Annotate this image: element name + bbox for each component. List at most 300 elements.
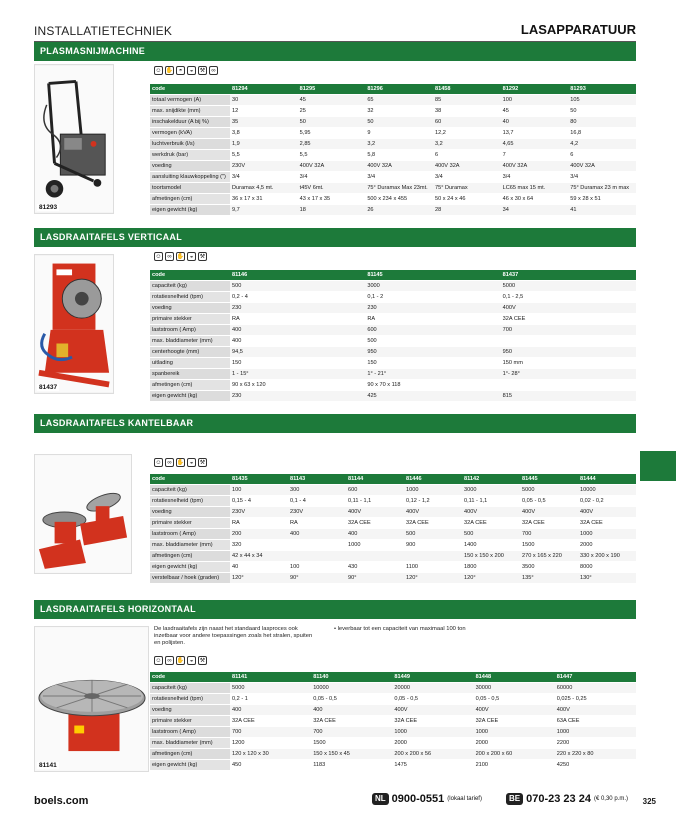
header-cell: code — [150, 672, 230, 683]
table-row — [150, 95, 636, 106]
table-cell: 5,5 — [230, 150, 298, 161]
header-cell: 81146 — [230, 270, 365, 281]
header-cell: 81295 — [298, 84, 366, 95]
table-cell: 400V 32A — [568, 161, 636, 172]
table-cell: 700 — [520, 529, 578, 540]
table-cell: 950 — [501, 347, 636, 358]
table-cell: 32A CEE — [501, 314, 636, 325]
table-cell: 200 — [230, 529, 288, 540]
row-label: primaire stekker — [150, 518, 230, 529]
table-cell — [404, 551, 462, 562]
spec-table — [150, 84, 636, 216]
table-cell: 8000 — [578, 562, 636, 573]
table-cell: 50 x 24 x 46 — [433, 194, 501, 205]
table-row — [150, 194, 636, 205]
section-horizontal — [34, 600, 636, 778]
table-cell: 94,5 — [230, 347, 365, 358]
table-cell: 40 — [230, 562, 288, 573]
table-cell: 950 — [365, 347, 500, 358]
row-label: centerhoogte (mm) — [150, 347, 230, 358]
table-cell: 320 — [230, 540, 288, 551]
table-cell: 400 — [346, 529, 404, 540]
section-title: LASDRAAITAFELS HORIZONTAAL — [34, 600, 636, 619]
header-cell: 81444 — [578, 474, 636, 485]
table-cell: 0,12 - 1,2 — [404, 496, 462, 507]
table-cell: 36 x 17 x 31 — [230, 194, 298, 205]
table-cell: t45V 6mt. — [298, 183, 366, 194]
table-cell: 13,7 — [501, 128, 569, 139]
row-label: max. bladdiameter (mm) — [150, 738, 230, 749]
glove-icon: ✋ — [176, 459, 185, 466]
plasma-cutter-illustration — [35, 65, 113, 213]
table-cell: 400V 32A — [365, 161, 433, 172]
table-cell: RA — [230, 314, 365, 325]
table-row — [150, 128, 636, 139]
table-cell: 230 — [365, 303, 500, 314]
table-cell: 230 — [230, 303, 365, 314]
header-cell: 81448 — [474, 672, 555, 683]
table-cell: 65 — [365, 95, 433, 106]
table-cell: 0,11 - 1,1 — [462, 496, 520, 507]
table-cell: 0,025 - 0,25 — [555, 694, 636, 705]
vertical-turntable-illustration — [35, 255, 113, 393]
table-cell: 105 — [568, 95, 636, 106]
table-cell: 43 x 17 x 35 — [298, 194, 366, 205]
section-tilting — [34, 414, 636, 590]
header-cell: 81296 — [365, 84, 433, 95]
goggles-icon: ∞ — [165, 656, 174, 665]
table-cell: 430 — [346, 562, 404, 573]
table-row — [150, 694, 636, 705]
table-row — [150, 760, 636, 771]
table-cell: 150 x 150 x 200 — [462, 551, 520, 562]
table-cell: 7 — [501, 150, 569, 161]
table-cell: LC65 max 15 mt. — [501, 183, 569, 194]
table-cell: 90° — [346, 573, 404, 584]
header-cell: 81437 — [501, 270, 636, 281]
row-label: max. bladdiameter (mm) — [150, 336, 230, 347]
header-cell: 81447 — [555, 672, 636, 683]
section-title: LASDRAAITAFELS VERTICAAL — [34, 228, 636, 247]
table-cell: 3000 — [462, 485, 520, 496]
table-cell: 120 x 120 x 30 — [230, 749, 311, 760]
table-cell: 150 x 150 x 45 — [311, 749, 392, 760]
row-label: laststroom ( Amp) — [150, 325, 230, 336]
table-cell: 0,02 - 0,2 — [578, 496, 636, 507]
table-row — [150, 336, 636, 347]
table-row — [150, 325, 636, 336]
header-cell: code — [150, 84, 230, 95]
table-cell: 200 x 200 x 60 — [474, 749, 555, 760]
table-cell: 425 — [365, 391, 500, 402]
table-cell: 41 — [568, 205, 636, 216]
phone-be — [506, 793, 628, 805]
header-cell: 81446 — [404, 474, 462, 485]
table-cell: 0,05 - 0,5 — [311, 694, 392, 705]
table-row — [150, 540, 636, 551]
header-cell: 81292 — [501, 84, 569, 95]
table-row — [150, 716, 636, 727]
row-label: max. bladdiameter (mm) — [150, 540, 230, 551]
table-cell: 2000 — [392, 738, 473, 749]
table-row — [150, 205, 636, 216]
table-cell: 700 — [230, 727, 311, 738]
table-cell: 3/4 — [230, 172, 298, 183]
table-cell: 330 x 200 x 190 — [578, 551, 636, 562]
nl-flag-label: NL — [372, 793, 389, 805]
header-cell: 81435 — [230, 474, 288, 485]
description-text: De lasdraaitafels zijn naast het standaard lasproces ook inzetbaar voor andere toepassingen zoals het stralen, spuiten en polijsten. — [154, 626, 313, 646]
section-vertical — [34, 228, 636, 404]
table-cell: 1 - 15° — [230, 369, 365, 380]
row-label: luchtverbruik (l/s) — [150, 139, 230, 150]
header-cell: 81142 — [462, 474, 520, 485]
table-cell: 2000 — [474, 738, 555, 749]
table-row — [150, 183, 636, 194]
table-cell: 4250 — [555, 760, 636, 771]
table-cell: 500 — [462, 529, 520, 540]
safety-icons — [154, 66, 218, 75]
table-cell: 1200 — [230, 738, 311, 749]
table-cell: 150 — [365, 358, 500, 369]
table-cell: 0,2 - 1 — [230, 694, 311, 705]
table-header-row — [150, 672, 636, 683]
table-cell: 120° — [462, 573, 520, 584]
table-row — [150, 106, 636, 117]
table-cell: 85 — [433, 95, 501, 106]
safety-icons — [154, 458, 207, 467]
section-plasma — [34, 42, 636, 218]
table-cell: 230V — [288, 507, 346, 518]
table-cell: 0,05 - 0,5 — [520, 496, 578, 507]
table-cell: 6 — [568, 150, 636, 161]
table-cell: 1000 — [404, 485, 462, 496]
helmet-icon: ◒ — [187, 66, 196, 75]
helmet-icon: ◒ — [187, 252, 196, 261]
table-cell: 5000 — [501, 281, 636, 292]
table-cell: 100 — [501, 95, 569, 106]
table-cell: 1000 — [578, 529, 636, 540]
nl-phone-number: 0900-0551 — [391, 793, 445, 805]
table-cell: 9 — [365, 128, 433, 139]
person-icon: ☺ — [155, 459, 162, 466]
tools-icon: ⚒ — [199, 459, 206, 466]
table-header-row — [150, 474, 636, 485]
table-cell: 1,9 — [230, 139, 298, 150]
section-title: LASDRAAITAFELS KANTELBAAR — [34, 414, 636, 433]
goggles-icon: ∞ — [165, 458, 174, 467]
spec-table — [150, 474, 636, 584]
table-cell: Duramax 4,5 mt. — [230, 183, 298, 194]
row-label: eigen gewicht (kg) — [150, 391, 230, 402]
table-cell: 4,65 — [501, 139, 569, 150]
table-cell: 150 — [230, 358, 365, 369]
table-cell: 150 mm — [501, 358, 636, 369]
table-cell: 3,2 — [365, 139, 433, 150]
table-row — [150, 292, 636, 303]
row-label: rotatiesnelheid (tpm) — [150, 496, 230, 507]
table-cell: 900 — [404, 540, 462, 551]
table-cell: RA — [288, 518, 346, 529]
table-cell: 600 — [365, 325, 500, 336]
table-cell: 815 — [501, 391, 636, 402]
table-cell — [288, 540, 346, 551]
product-photo — [34, 64, 114, 214]
table-cell: 32A CEE — [520, 518, 578, 529]
table-cell: 60000 — [555, 683, 636, 694]
photo-code: 81437 — [39, 384, 58, 391]
table-cell: 400V — [501, 303, 636, 314]
row-label: laststroom ( Amp) — [150, 529, 230, 540]
table-cell: 40 — [501, 117, 569, 128]
table-row — [150, 496, 636, 507]
table-cell: 400V — [404, 507, 462, 518]
table-row — [150, 172, 636, 183]
table-row — [150, 117, 636, 128]
be-phone-note: (€ 0,30 p.m.) — [593, 796, 628, 802]
row-label: afmetingen (cm) — [150, 380, 230, 391]
tools-icon: ⚒ — [199, 657, 206, 664]
row-label: laststroom ( Amp) — [150, 727, 230, 738]
table-cell: 60 — [433, 117, 501, 128]
row-label: vermogen (kVA) — [150, 128, 230, 139]
page-header — [34, 24, 636, 42]
header-cell: 81445 — [520, 474, 578, 485]
table-cell: 32A CEE — [311, 716, 392, 727]
header-cell: 81145 — [365, 270, 500, 281]
row-label: voeding — [150, 161, 230, 172]
glove-icon: ✋ — [165, 67, 174, 74]
table-cell: 0,1 - 4 — [288, 496, 346, 507]
table-header-row — [150, 270, 636, 281]
table-cell: 400V — [578, 507, 636, 518]
table-cell: 18 — [298, 205, 366, 216]
table-cell: 400 — [230, 336, 365, 347]
safety-icons — [154, 656, 207, 665]
section-title: PLASMASNIJMACHINE — [34, 42, 636, 61]
helmet-icon: ◒ — [187, 458, 196, 467]
table-row — [150, 303, 636, 314]
table-row — [150, 551, 636, 562]
person-icon: ☺ — [155, 67, 162, 74]
table-cell: 45 — [298, 95, 366, 106]
table-row — [150, 281, 636, 292]
table-row — [150, 518, 636, 529]
table-cell: 700 — [501, 325, 636, 336]
row-label: primaire stekker — [150, 716, 230, 727]
table-row — [150, 507, 636, 518]
row-label: werkdruk (bar) — [150, 150, 230, 161]
header-cell: 81294 — [230, 84, 298, 95]
table-row — [150, 749, 636, 760]
table-cell: 0,11 - 1,1 — [346, 496, 404, 507]
table-cell: 100 — [288, 562, 346, 573]
table-cell: 63A CEE — [555, 716, 636, 727]
table-cell — [501, 380, 636, 391]
table-cell: RA — [230, 518, 288, 529]
row-label: eigen gewicht (kg) — [150, 760, 230, 771]
table-row — [150, 529, 636, 540]
table-cell: 1800 — [462, 562, 520, 573]
row-label: capaciteit (kg) — [150, 281, 230, 292]
table-cell: 2200 — [555, 738, 636, 749]
category-label: INSTALLATIETECHNIEK — [34, 24, 173, 38]
row-label: aansluiting klauwkoppeling (") — [150, 172, 230, 183]
table-cell: 400V — [520, 507, 578, 518]
table-row — [150, 705, 636, 716]
table-cell: 34 — [501, 205, 569, 216]
header-cell: 81144 — [346, 474, 404, 485]
table-cell: 42 x 44 x 34 — [230, 551, 288, 562]
row-label: totaal vermogen (A) — [150, 95, 230, 106]
row-label: toortsmodel — [150, 183, 230, 194]
table-cell: 120° — [404, 573, 462, 584]
table-cell: 5,5 — [298, 150, 366, 161]
table-row — [150, 139, 636, 150]
table-cell: 1400 — [462, 540, 520, 551]
table-cell: 12,2 — [433, 128, 501, 139]
table-cell: 5000 — [230, 683, 311, 694]
person-icon: ☺ — [155, 253, 162, 260]
table-cell: 35 — [230, 117, 298, 128]
table-cell: 32A CEE — [230, 716, 311, 727]
table-cell: 1475 — [392, 760, 473, 771]
nl-phone-note: (lokaal tarief) — [447, 796, 482, 802]
goggles-icon: ∞ — [209, 66, 218, 75]
table-cell: 400V — [462, 507, 520, 518]
table-row — [150, 562, 636, 573]
row-label: afmetingen (cm) — [150, 749, 230, 760]
table-cell: 1500 — [311, 738, 392, 749]
row-label: uitlading — [150, 358, 230, 369]
table-cell: 3000 — [365, 281, 500, 292]
row-label: voeding — [150, 507, 230, 518]
table-cell: 1500 — [520, 540, 578, 551]
row-label: capaciteit (kg) — [150, 683, 230, 694]
table-cell: 12 — [230, 106, 298, 117]
glove-icon: ✋ — [176, 253, 185, 260]
row-label: afmetingen (cm) — [150, 551, 230, 562]
spec-table — [150, 270, 636, 402]
table-cell: 400 — [288, 529, 346, 540]
be-flag-label: BE — [506, 793, 523, 805]
header-cell: code — [150, 474, 230, 485]
product-photo — [34, 454, 132, 574]
table-cell: 20000 — [392, 683, 473, 694]
table-cell: 32A CEE — [346, 518, 404, 529]
table-cell: 30000 — [474, 683, 555, 694]
photo-code: 81293 — [39, 204, 58, 211]
table-cell: 32A CEE — [462, 518, 520, 529]
table-cell: 1°- 28° — [501, 369, 636, 380]
table-cell: 5,95 — [298, 128, 366, 139]
table-cell: 1000 — [555, 727, 636, 738]
table-cell: 230V — [230, 507, 288, 518]
row-label: rotatiesnelheid (tpm) — [150, 292, 230, 303]
table-cell: 400V 32A — [433, 161, 501, 172]
helmet-icon: ◒ — [187, 656, 196, 665]
row-label: capaciteit (kg) — [150, 485, 230, 496]
row-label: verstelbaar / hoek (graden) — [150, 573, 230, 584]
tools-icon: ⚒ — [199, 67, 206, 74]
table-cell: 230V — [230, 161, 298, 172]
table-cell: 0,15 - 4 — [230, 496, 288, 507]
table-cell: 46 x 30 x 64 — [501, 194, 569, 205]
table-cell: 0,1 - 2,5 — [501, 292, 636, 303]
row-label: eigen gewicht (kg) — [150, 205, 230, 216]
header-cell: 81449 — [392, 672, 473, 683]
header-cell: 81141 — [230, 672, 311, 683]
table-row — [150, 683, 636, 694]
table-cell: 300 — [288, 485, 346, 496]
row-label: voeding — [150, 303, 230, 314]
table-cell: 3/4 — [433, 172, 501, 183]
table-cell: 2000 — [578, 540, 636, 551]
table-cell: 5,8 — [365, 150, 433, 161]
table-cell: 0,05 - 0,5 — [392, 694, 473, 705]
table-cell: 10000 — [311, 683, 392, 694]
table-cell: 1100 — [404, 562, 462, 573]
header-cell: 81293 — [568, 84, 636, 95]
product-photo — [34, 254, 114, 394]
goggles-icon: ∞ — [165, 252, 174, 261]
table-cell: 4,2 — [568, 139, 636, 150]
table-cell: 500 — [230, 281, 365, 292]
table-cell: 3/4 — [365, 172, 433, 183]
table-row — [150, 391, 636, 402]
table-cell: 0,1 - 2 — [365, 292, 500, 303]
table-cell: 45 — [501, 106, 569, 117]
table-cell: 230 — [230, 391, 365, 402]
header-cell: 81458 — [433, 84, 501, 95]
table-cell: 32 — [365, 106, 433, 117]
table-cell: 59 x 28 x 51 — [568, 194, 636, 205]
table-cell: 30 — [230, 95, 298, 106]
table-cell: 3/4 — [501, 172, 569, 183]
table-row — [150, 150, 636, 161]
header-cell: 81143 — [288, 474, 346, 485]
safety-icons — [154, 252, 207, 261]
table-row — [150, 727, 636, 738]
table-cell: 120° — [230, 573, 288, 584]
table-cell: 75° Duramax Max 23mt. — [365, 183, 433, 194]
table-cell: 32A CEE — [578, 518, 636, 529]
table-cell: 50 — [365, 117, 433, 128]
table-cell: 400V — [474, 705, 555, 716]
table-cell: 6 — [433, 150, 501, 161]
table-cell: 32A CEE — [392, 716, 473, 727]
row-label: voeding — [150, 705, 230, 716]
table-cell: 100 — [230, 485, 288, 496]
row-label: rotatiesnelheid (tpm) — [150, 694, 230, 705]
table-cell: 400V — [392, 705, 473, 716]
table-cell: 5000 — [520, 485, 578, 496]
row-label: eigen gewicht (kg) — [150, 562, 230, 573]
website-link[interactable]: boels.com — [34, 795, 89, 807]
tilting-turntable-illustration — [35, 455, 131, 573]
table-cell: 3/4 — [298, 172, 366, 183]
table-cell: 10000 — [578, 485, 636, 496]
page-number: 325 — [642, 797, 656, 806]
table-cell: 1000 — [474, 727, 555, 738]
table-row — [150, 485, 636, 496]
table-cell: 400 — [230, 705, 311, 716]
table-cell: 50 — [298, 117, 366, 128]
row-label: primaire stekker — [150, 314, 230, 325]
horizontal-turntable-illustration — [35, 627, 148, 771]
table-cell: 2,85 — [298, 139, 366, 150]
table-cell: 1000 — [346, 540, 404, 551]
